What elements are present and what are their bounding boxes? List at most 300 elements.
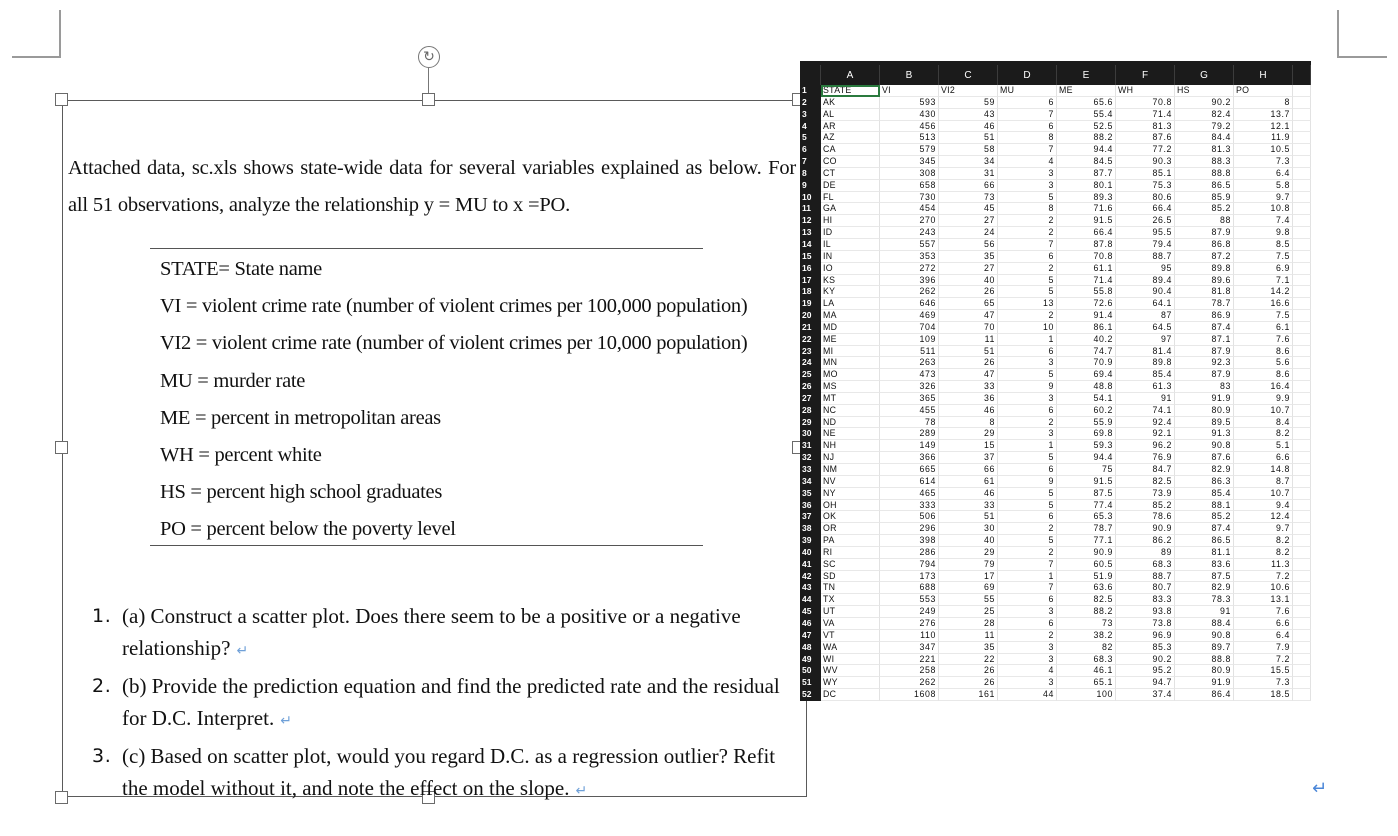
- table-cell-empty: [1293, 582, 1311, 594]
- table-row: [800, 369, 1311, 381]
- table-cell: 69: [939, 582, 998, 594]
- table-cell: 70.8: [1116, 97, 1175, 109]
- table-cell: 5: [998, 500, 1057, 512]
- table-cell: 82: [1057, 642, 1116, 654]
- table-cell: 88.8: [1175, 168, 1234, 180]
- table-cell: 365: [880, 393, 939, 405]
- table-cell: 86.5: [1175, 535, 1234, 547]
- table-cell: 1: [998, 571, 1057, 583]
- table-cell: 27: [939, 263, 998, 275]
- table-cell: 8.5: [1234, 239, 1293, 251]
- table-cell-empty: [1293, 535, 1311, 547]
- definition-hs: HS = percent high school graduates: [160, 481, 443, 504]
- table-cell: 161: [939, 689, 998, 701]
- table-cell-empty: [1293, 523, 1311, 535]
- spreadsheet-image: [800, 61, 1311, 701]
- table-cell: 15: [939, 440, 998, 452]
- row-number: 11: [800, 203, 821, 215]
- row-number: 42: [800, 571, 821, 583]
- table-cell: 91: [1175, 606, 1234, 618]
- table-cell: 89.3: [1057, 192, 1116, 204]
- table-row: [800, 606, 1311, 618]
- table-cell: 86.8: [1175, 239, 1234, 251]
- table-cell: 70.8: [1057, 251, 1116, 263]
- table-cell: 33: [939, 381, 998, 393]
- table-cell-empty: [1293, 97, 1311, 109]
- table-row: [800, 227, 1311, 239]
- table-cell: 5: [998, 369, 1057, 381]
- table-cell-empty: [1293, 180, 1311, 192]
- table-cell: 95.5: [1116, 227, 1175, 239]
- row-number: 39: [800, 535, 821, 547]
- table-row: [800, 298, 1311, 310]
- question-text: (a) Construct a scatter plot. Does there seem to be a positive or a negative relationship?: [122, 604, 741, 660]
- table-cell: 15.5: [1234, 665, 1293, 677]
- row-number: 19: [800, 298, 821, 310]
- table-row: [800, 630, 1311, 642]
- table-cell: 506: [880, 511, 939, 523]
- table-cell: 58: [939, 144, 998, 156]
- row-number: 16: [800, 263, 821, 275]
- header-cell: PO: [1234, 85, 1293, 97]
- table-cell: 26: [939, 677, 998, 689]
- table-cell: 465: [880, 488, 939, 500]
- table-cell: 3: [998, 677, 1057, 689]
- table-cell: 8.6: [1234, 369, 1293, 381]
- table-cell: 51: [939, 346, 998, 358]
- table-cell: 7.2: [1234, 654, 1293, 666]
- table-cell-empty: [1293, 464, 1311, 476]
- definition-me: ME = percent in metropolitan areas: [160, 406, 441, 429]
- table-cell: 3: [998, 606, 1057, 618]
- table-cell: 296: [880, 523, 939, 535]
- definition-vi: VI = violent crime rate (number of violent crimes per 100,000 population): [160, 295, 748, 318]
- table-cell-empty: [1293, 121, 1311, 133]
- table-cell: 81.1: [1175, 547, 1234, 559]
- table-cell-empty: [1293, 630, 1311, 642]
- table-cell: 68.3: [1057, 654, 1116, 666]
- table-cell: 455: [880, 405, 939, 417]
- table-cell: 56: [939, 239, 998, 251]
- table-cell: 75.3: [1116, 180, 1175, 192]
- table-cell: 88.1: [1175, 500, 1234, 512]
- table-row: [800, 511, 1311, 523]
- table-cell: IO: [821, 263, 880, 275]
- table-cell: 7: [998, 582, 1057, 594]
- table-cell: 10.8: [1234, 203, 1293, 215]
- table-cell: 90.8: [1175, 630, 1234, 642]
- table-cell: 173: [880, 571, 939, 583]
- table-cell: MT: [821, 393, 880, 405]
- table-cell: 51: [939, 511, 998, 523]
- table-cell: 91.9: [1175, 677, 1234, 689]
- table-cell-empty: [1293, 642, 1311, 654]
- table-cell: 6: [998, 405, 1057, 417]
- table-cell: 84.5: [1057, 156, 1116, 168]
- table-row: [800, 618, 1311, 630]
- table-cell: 13.1: [1234, 594, 1293, 606]
- table-cell: 7.3: [1234, 677, 1293, 689]
- table-cell: 81.4: [1116, 346, 1175, 358]
- row-number: 5: [800, 132, 821, 144]
- table-cell: 5: [998, 488, 1057, 500]
- table-cell-empty: [1293, 310, 1311, 322]
- table-cell: 6: [998, 97, 1057, 109]
- column-header: [1293, 65, 1311, 85]
- table-cell: 80.1: [1057, 180, 1116, 192]
- table-cell: 66: [939, 180, 998, 192]
- table-cell: GA: [821, 203, 880, 215]
- table-cell: UT: [821, 606, 880, 618]
- table-cell: 5: [998, 535, 1057, 547]
- table-cell: 61.1: [1057, 263, 1116, 275]
- table-cell: 430: [880, 109, 939, 121]
- table-cell: OK: [821, 511, 880, 523]
- table-cell: 14.8: [1234, 464, 1293, 476]
- table-row: [800, 523, 1311, 535]
- table-cell: 70.9: [1057, 357, 1116, 369]
- crop-mark-top-left-horizontal: [12, 56, 61, 58]
- table-cell: NC: [821, 405, 880, 417]
- row-number: 1: [800, 85, 821, 97]
- table-cell-empty: [1293, 346, 1311, 358]
- table-cell: 81.8: [1175, 286, 1234, 298]
- table-cell: 96.2: [1116, 440, 1175, 452]
- table-cell: 14.2: [1234, 286, 1293, 298]
- table-cell: 10.7: [1234, 405, 1293, 417]
- table-cell: 25: [939, 606, 998, 618]
- table-cell: 9.9: [1234, 393, 1293, 405]
- rotate-icon[interactable]: ↻: [418, 46, 440, 68]
- row-number: 22: [800, 334, 821, 346]
- table-cell: 2: [998, 215, 1057, 227]
- table-row: [800, 109, 1311, 121]
- table-cell: KS: [821, 275, 880, 287]
- table-cell: 2: [998, 310, 1057, 322]
- row-number: 23: [800, 346, 821, 358]
- table-cell: 10.7: [1234, 488, 1293, 500]
- table-cell: 82.5: [1116, 476, 1175, 488]
- table-cell: 54.1: [1057, 393, 1116, 405]
- table-cell: 17: [939, 571, 998, 583]
- table-cell: 85.4: [1175, 488, 1234, 500]
- row-number: 29: [800, 417, 821, 429]
- table-row: [800, 428, 1311, 440]
- table-cell: ID: [821, 227, 880, 239]
- table-cell: 90.3: [1116, 156, 1175, 168]
- table-cell: 87.9: [1175, 227, 1234, 239]
- table-cell: AR: [821, 121, 880, 133]
- table-cell-empty: [1293, 192, 1311, 204]
- table-cell: 5: [998, 192, 1057, 204]
- table-cell: OR: [821, 523, 880, 535]
- table-cell-empty: [1293, 428, 1311, 440]
- resize-handle-top-center[interactable]: [422, 93, 435, 106]
- table-cell: 44: [998, 689, 1057, 701]
- table-cell: 87.2: [1175, 251, 1234, 263]
- definition-state: STATE= State name: [160, 258, 322, 280]
- table-cell: 87.5: [1175, 571, 1234, 583]
- table-cell: 398: [880, 535, 939, 547]
- resize-handle-middle-left[interactable]: [55, 441, 68, 454]
- question-number: 3.: [92, 745, 112, 767]
- table-cell-empty: [1293, 571, 1311, 583]
- table-cell: 63.6: [1057, 582, 1116, 594]
- table-cell: 29: [939, 428, 998, 440]
- table-cell: 665: [880, 464, 939, 476]
- table-cell: 91.5: [1057, 215, 1116, 227]
- table-row: [800, 263, 1311, 275]
- table-cell: 347: [880, 642, 939, 654]
- table-cell: 11: [939, 334, 998, 346]
- table-cell: 794: [880, 559, 939, 571]
- table-cell: 65.6: [1057, 97, 1116, 109]
- table-cell: 5: [998, 286, 1057, 298]
- row-number: 27: [800, 393, 821, 405]
- table-cell: 88.3: [1175, 156, 1234, 168]
- table-cell: 90.9: [1116, 523, 1175, 535]
- table-cell: 83.6: [1175, 559, 1234, 571]
- table-cell: MA: [821, 310, 880, 322]
- table-row: [800, 121, 1311, 133]
- table-cell: 6: [998, 511, 1057, 523]
- table-cell-empty: [1293, 417, 1311, 429]
- table-cell: 6: [998, 346, 1057, 358]
- table-cell: 87.9: [1175, 369, 1234, 381]
- table-cell: 7: [998, 559, 1057, 571]
- table-cell-empty: [1293, 547, 1311, 559]
- table-cell: 74.1: [1116, 405, 1175, 417]
- table-cell-empty: [1293, 606, 1311, 618]
- row-number: 14: [800, 239, 821, 251]
- table-cell: 2: [998, 630, 1057, 642]
- table-cell: 456: [880, 121, 939, 133]
- table-cell-empty: [1293, 677, 1311, 689]
- table-cell: 85.2: [1175, 203, 1234, 215]
- resize-handle-top-left[interactable]: [55, 93, 68, 106]
- sheet-body: [800, 85, 1311, 701]
- column-header: E: [1057, 65, 1116, 85]
- table-row: [800, 215, 1311, 227]
- table-cell-empty: [1293, 168, 1311, 180]
- table-cell: 8: [998, 203, 1057, 215]
- question-text: (c) Based on scatter plot, would you regard D.C. as a regression outlier? Refit the model without it, and note the effect on the slope.: [122, 744, 776, 800]
- table-cell: 59.3: [1057, 440, 1116, 452]
- table-cell: NV: [821, 476, 880, 488]
- table-row: [800, 535, 1311, 547]
- table-cell: MN: [821, 357, 880, 369]
- table-cell: RI: [821, 547, 880, 559]
- table-cell-empty: [1293, 369, 1311, 381]
- table-cell: AK: [821, 97, 880, 109]
- table-row: [800, 239, 1311, 251]
- table-cell: 78.7: [1175, 298, 1234, 310]
- table-cell: 37.4: [1116, 689, 1175, 701]
- table-cell: 88.7: [1116, 251, 1175, 263]
- row-number: 45: [800, 606, 821, 618]
- table-cell-empty: [1293, 500, 1311, 512]
- table-cell: 7.9: [1234, 642, 1293, 654]
- table-cell: 110: [880, 630, 939, 642]
- row-number: 43: [800, 582, 821, 594]
- definition-mu: MU = murder rate: [160, 369, 306, 392]
- table-cell: 91: [1116, 393, 1175, 405]
- table-cell: CT: [821, 168, 880, 180]
- table-cell: 730: [880, 192, 939, 204]
- table-cell: 262: [880, 677, 939, 689]
- table-cell: 85.9: [1175, 192, 1234, 204]
- table-cell: 55: [939, 594, 998, 606]
- table-cell: 3: [998, 180, 1057, 192]
- table-row: [800, 156, 1311, 168]
- table-cell: 9: [998, 381, 1057, 393]
- table-cell: 8.2: [1234, 535, 1293, 547]
- table-cell: 272: [880, 263, 939, 275]
- table-cell: 87.6: [1175, 452, 1234, 464]
- table-cell: MO: [821, 369, 880, 381]
- table-row: [800, 571, 1311, 583]
- table-cell: 55.9: [1057, 417, 1116, 429]
- table-cell: 6: [998, 251, 1057, 263]
- table-cell: 18.5: [1234, 689, 1293, 701]
- table-cell-empty: [1293, 156, 1311, 168]
- row-number: 8: [800, 168, 821, 180]
- table-cell: 79.4: [1116, 239, 1175, 251]
- header-cell: VI: [880, 85, 939, 97]
- table-cell: 10.6: [1234, 582, 1293, 594]
- table-cell-empty: [1293, 559, 1311, 571]
- table-cell-empty: [1293, 511, 1311, 523]
- row-number: 20: [800, 310, 821, 322]
- row-number: 51: [800, 677, 821, 689]
- table-cell: CO: [821, 156, 880, 168]
- table-row: [800, 665, 1311, 677]
- table-cell: 88.8: [1175, 654, 1234, 666]
- table-row: [800, 689, 1311, 701]
- definition-wh: WH = percent white: [160, 444, 322, 467]
- table-cell: 89.4: [1116, 275, 1175, 287]
- table-cell: 47: [939, 310, 998, 322]
- table-cell: 6.1: [1234, 322, 1293, 334]
- table-cell: 85.2: [1116, 500, 1175, 512]
- table-cell: 28: [939, 618, 998, 630]
- question-text: (b) Provide the prediction equation and find the predicted rate and the residual for D.C. Interpret.: [122, 674, 780, 730]
- table-cell: 94.7: [1116, 677, 1175, 689]
- row-number: 37: [800, 511, 821, 523]
- table-cell-empty: [1293, 689, 1311, 701]
- table-cell: 7.2: [1234, 571, 1293, 583]
- table-cell: TN: [821, 582, 880, 594]
- table-cell: 78.3: [1175, 594, 1234, 606]
- table-cell: 3: [998, 428, 1057, 440]
- row-number: 30: [800, 428, 821, 440]
- table-cell: 4: [998, 665, 1057, 677]
- table-cell: 7: [998, 144, 1057, 156]
- table-cell: VT: [821, 630, 880, 642]
- table-cell: 65.3: [1057, 511, 1116, 523]
- table-cell: ME: [821, 334, 880, 346]
- question-list: [92, 601, 802, 807]
- table-row: [800, 286, 1311, 298]
- table-cell: 77.1: [1057, 535, 1116, 547]
- row-number: 44: [800, 594, 821, 606]
- table-cell: 614: [880, 476, 939, 488]
- table-cell: 9.8: [1234, 227, 1293, 239]
- table-cell: 26: [939, 357, 998, 369]
- paragraph-mark-icon: ↵: [280, 712, 292, 729]
- table-row: [800, 357, 1311, 369]
- table-cell: 6: [998, 121, 1057, 133]
- table-cell: 6.4: [1234, 168, 1293, 180]
- table-row: [800, 322, 1311, 334]
- table-cell: 87: [1116, 310, 1175, 322]
- table-cell: 51: [939, 132, 998, 144]
- table-cell: 83: [1175, 381, 1234, 393]
- question-number: 1.: [92, 605, 112, 627]
- table-row: [800, 547, 1311, 559]
- table-cell: 9.7: [1234, 192, 1293, 204]
- table-cell-empty: [1293, 286, 1311, 298]
- table-cell: 11: [939, 630, 998, 642]
- table-cell: 91.3: [1175, 428, 1234, 440]
- row-number: 21: [800, 322, 821, 334]
- table-cell: 87.7: [1057, 168, 1116, 180]
- table-cell: 2: [998, 263, 1057, 275]
- table-cell: 92.3: [1175, 357, 1234, 369]
- table-cell: 6: [998, 618, 1057, 630]
- table-cell: NH: [821, 440, 880, 452]
- table-cell: 76.9: [1116, 452, 1175, 464]
- table-cell: 5: [998, 452, 1057, 464]
- table-cell: 87.4: [1175, 523, 1234, 535]
- table-cell: 90.2: [1116, 654, 1175, 666]
- table-row: [800, 132, 1311, 144]
- row-number: 18: [800, 286, 821, 298]
- table-cell: 2: [998, 417, 1057, 429]
- table-cell: 6.6: [1234, 452, 1293, 464]
- table-cell: 3: [998, 168, 1057, 180]
- table-cell: 66: [939, 464, 998, 476]
- row-number: 50: [800, 665, 821, 677]
- table-cell: 83.3: [1116, 594, 1175, 606]
- table-cell: 326: [880, 381, 939, 393]
- table-cell: 75: [1057, 464, 1116, 476]
- table-cell: 8.2: [1234, 547, 1293, 559]
- table-cell: 34: [939, 156, 998, 168]
- table-cell: 366: [880, 452, 939, 464]
- table-cell: 78: [880, 417, 939, 429]
- table-cell: AL: [821, 109, 880, 121]
- row-number: 41: [800, 559, 821, 571]
- column-header: H: [1234, 65, 1293, 85]
- table-cell: ND: [821, 417, 880, 429]
- table-cell: 333: [880, 500, 939, 512]
- table-cell-empty: [1293, 251, 1311, 263]
- table-row: [800, 334, 1311, 346]
- table-cell: DC: [821, 689, 880, 701]
- table-cell: 86.3: [1175, 476, 1234, 488]
- table-cell: 12.1: [1234, 121, 1293, 133]
- table-cell: 59: [939, 97, 998, 109]
- table-cell-empty: [1293, 452, 1311, 464]
- table-cell: 77.2: [1116, 144, 1175, 156]
- table-cell: 88.4: [1175, 618, 1234, 630]
- table-cell: PA: [821, 535, 880, 547]
- table-cell: 88.2: [1057, 606, 1116, 618]
- table-cell: 84.7: [1116, 464, 1175, 476]
- resize-handle-bottom-left[interactable]: [55, 791, 68, 804]
- table-cell: 8.2: [1234, 428, 1293, 440]
